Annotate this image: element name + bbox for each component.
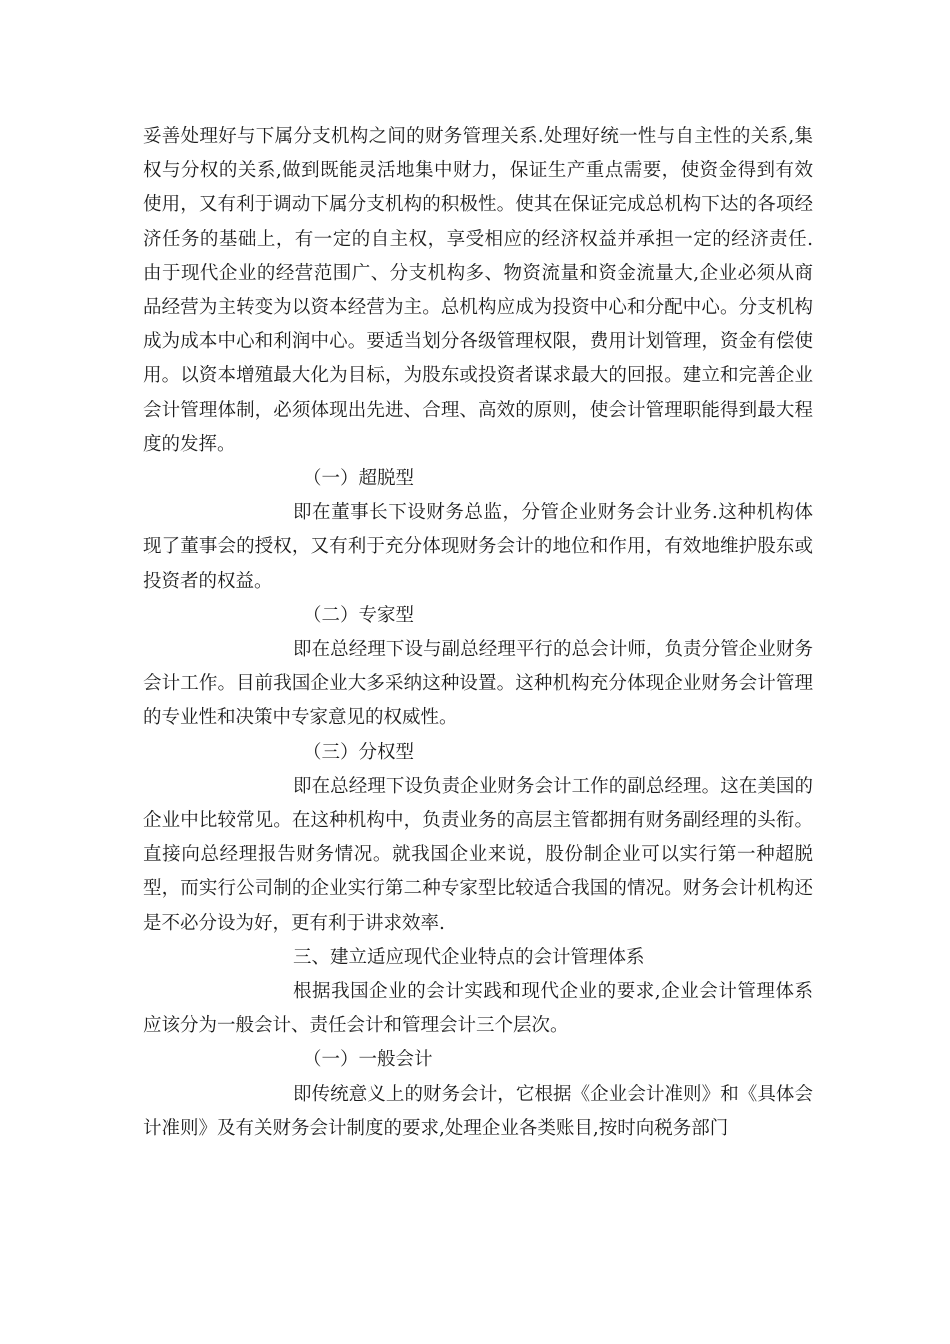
section-heading-zhuanjia: （二）专家型 bbox=[303, 604, 415, 626]
body-paragraph: 即在总经理下设负责企业财务会计工作的副总经理。这在美国的企业中比较常见。在这种机构中，负责业务的高层主管都拥有财务副经理的头衔。直接向总经理报告财务情况。就我国企业来说，股份制企业可以实行第一种超脱型，而实行公司制的企业实行第二种专家型比较适合我国的情况。财务会计机构还是不必分设为好，更有利于讲求效率. bbox=[143, 775, 813, 934]
body-paragraph: 妥善处理好与下属分支机构之间的财务管理关系.处理好统一性与自主性的关系,集权与分权的关系,做到既能灵活地集中财力，保证生产重点需要，使资金得到有效使用，又有利于调动下属分支机构的积极性。使其在保证完成总机构下达的各项经济任务的基础上，有一定的自主权，享受相应的经济权益并承担一定的经济责任.由于现代企业的经营范围广、分支机构多、物资流量和资金流量大,企业必须从商品经营为主转变为以资本经营为主。总机构应成为投资中心和分配中心。分支机构成为成本中心和利润中心。要适当划分各级管理权限，费用计划管理，资金有偿使用。以资本增殖最大化为目标，为股东或投资者谋求最大的回报。建立和完善企业会计管理体制，必须体现出先进、合理、高效的原则，使会计管理职能得到最大程度的发挥。 bbox=[143, 126, 813, 455]
body-paragraph: 即在总经理下设与副总经理平行的总会计师，负责分管企业财务会计工作。目前我国企业大多采纳这种设置。这种机构充分体现企业财务会计管理的专业性和决策中专家意见的权威性。 bbox=[143, 639, 813, 729]
section-heading-fenquan: （三）分权型 bbox=[303, 741, 415, 763]
document-body bbox=[143, 120, 813, 1146]
section-heading-yiban: （一）一般会计 bbox=[303, 1049, 433, 1071]
body-paragraph: 即在董事长下设财务总监，分管企业财务会计业务.这种机构体现了董事会的授权，又有利于充分体现财务会计的地位和作用，有效地维护股东或投资者的权益。 bbox=[143, 502, 813, 592]
body-paragraph: 根据我国企业的会计实践和现代企业的要求,企业会计管理体系应该分为一般会计、责任会计和管理会计三个层次。 bbox=[143, 981, 813, 1037]
section-heading-chaotuo: （一）超脱型 bbox=[303, 468, 415, 490]
chapter-heading-three: 三、建立适应现代企业特点的会计管理体系 bbox=[293, 946, 645, 968]
body-paragraph: 即传统意义上的财务会计，它根据《企业会计准则》和《具体会计准则》及有关财务会计制度的要求,处理企业各类账目,按时向税务部门 bbox=[143, 1083, 813, 1139]
